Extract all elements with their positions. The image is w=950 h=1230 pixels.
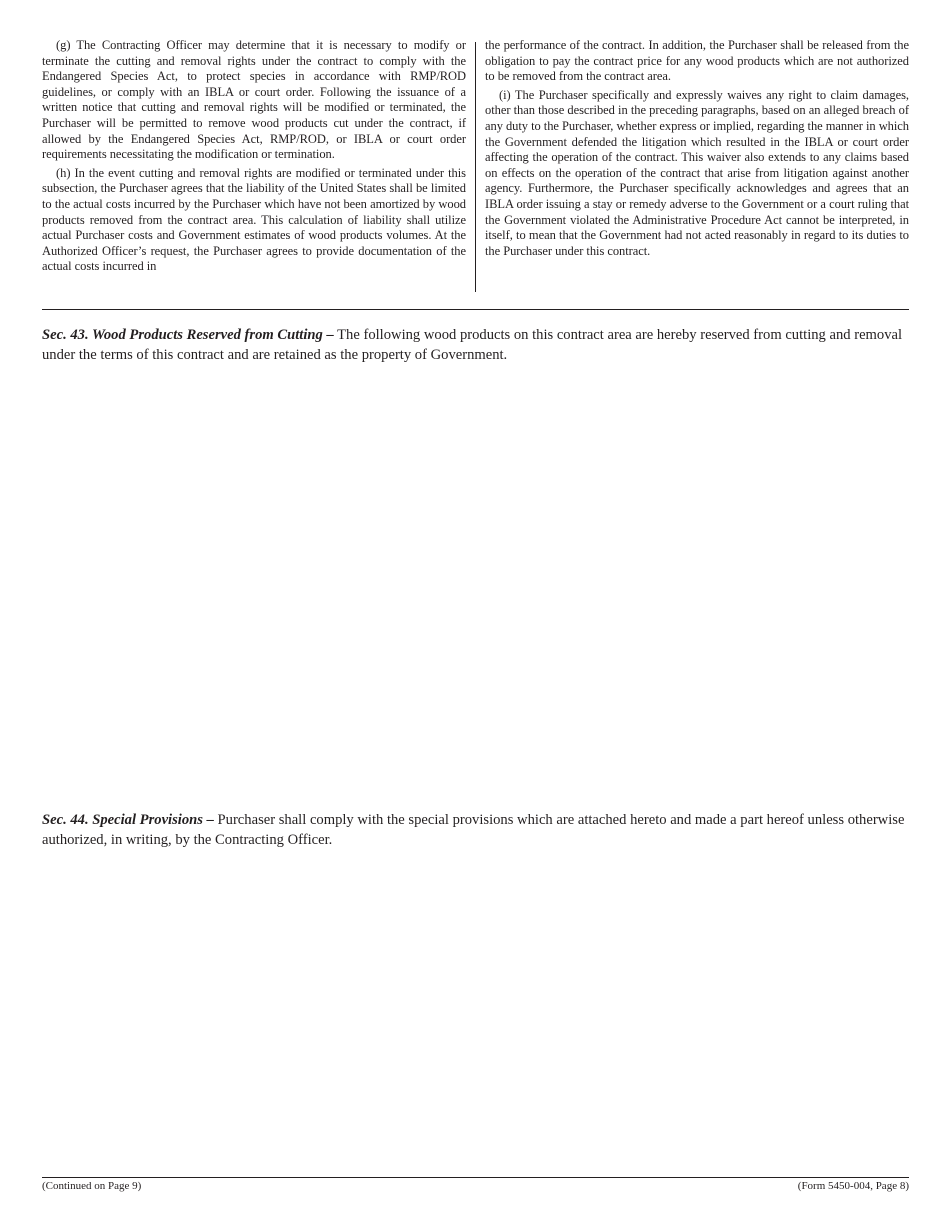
two-column-text	[42, 38, 909, 292]
column-divider	[475, 42, 476, 292]
paragraph-g: (g) The Contracting Officer may determine that it is necessary to modify or terminate the cutting and removal rights under the contract to comply with the Endangered Species Act, to protect species in accordance with RMP/ROD guidelines, or comply with an IBLA or court order. Following the issuance of a written notice that cutting and removal rights will be modified or terminated, the Purchaser will be permitted to remove wood products cut under the contract, if allowed by the Endangered Species Act, RMP/ROD, or IBLA or court order requirements necessitating the modification or termination.	[42, 38, 466, 162]
left-column	[42, 38, 466, 292]
section-44-body: Purchaser shall comply with the special provisions which are attached hereto and made a part hereof unless otherwise authorized, in writing, by the Contracting Officer.	[42, 812, 905, 848]
section-44-heading: Sec. 44. Special Provisions –	[42, 812, 214, 828]
footer-form-page: (Form 5450-004, Page 8)	[797, 1180, 909, 1192]
paragraph-h: (h) In the event cutting and removal rights are modified or terminated under this subsection, the Purchaser agrees that the liability of the United States shall be limited to the actual costs incurred by the Purchaser which have not been amortized by wood products removed from the contract area. This calculation of liability shall utilize actual Purchaser costs and Government estimates of wood products volumes. At the Authorized Officer’s request, the Purchaser agrees to provide documentation of the actual costs incurred in	[42, 165, 466, 274]
paragraph-h-continued: the performance of the contract. In addition, the Purchaser shall be released from the obligation to pay the contract price for any wood products which are not authorized to be removed from the contract area.	[485, 38, 909, 84]
paragraph-i: (i) The Purchaser specifically and expressly waives any right to claim damages, other than those described in the preceding paragraphs, based on an alleged breach of any duty to the Purchaser, whether express or implied, regarding the manner in which the Government defended the litigation which resulted in the IBLA or court order affecting the operation of the contract. This waiver also extends to any claims based on effects on the operation of the contract that arise from litigation against another agency. Furthermore, the Purchaser specifically acknowledges and agrees that an IBLA order issuing a stay or remedy adverse to the Government or a court ruling that the Government violated the Administrative Procedure Act cannot be interpreted, in itself, to mean that the Government had not acted reasonably in regard to its duties to the Purchaser under this contract.	[485, 87, 909, 258]
footer-continued-note: (Continued on Page 9)	[42, 1180, 142, 1192]
section-divider	[42, 309, 909, 310]
section-44	[42, 811, 909, 850]
section-43	[42, 326, 909, 365]
right-column	[485, 38, 909, 292]
footer-divider	[42, 1177, 909, 1178]
section-43-body: The following wood products on this contract area are hereby reserved from cutting and removal under the terms of this contract and are retained as the property of Government.	[42, 327, 903, 363]
section-43-heading: Sec. 43. Wood Products Reserved from Cutting –	[42, 327, 334, 343]
